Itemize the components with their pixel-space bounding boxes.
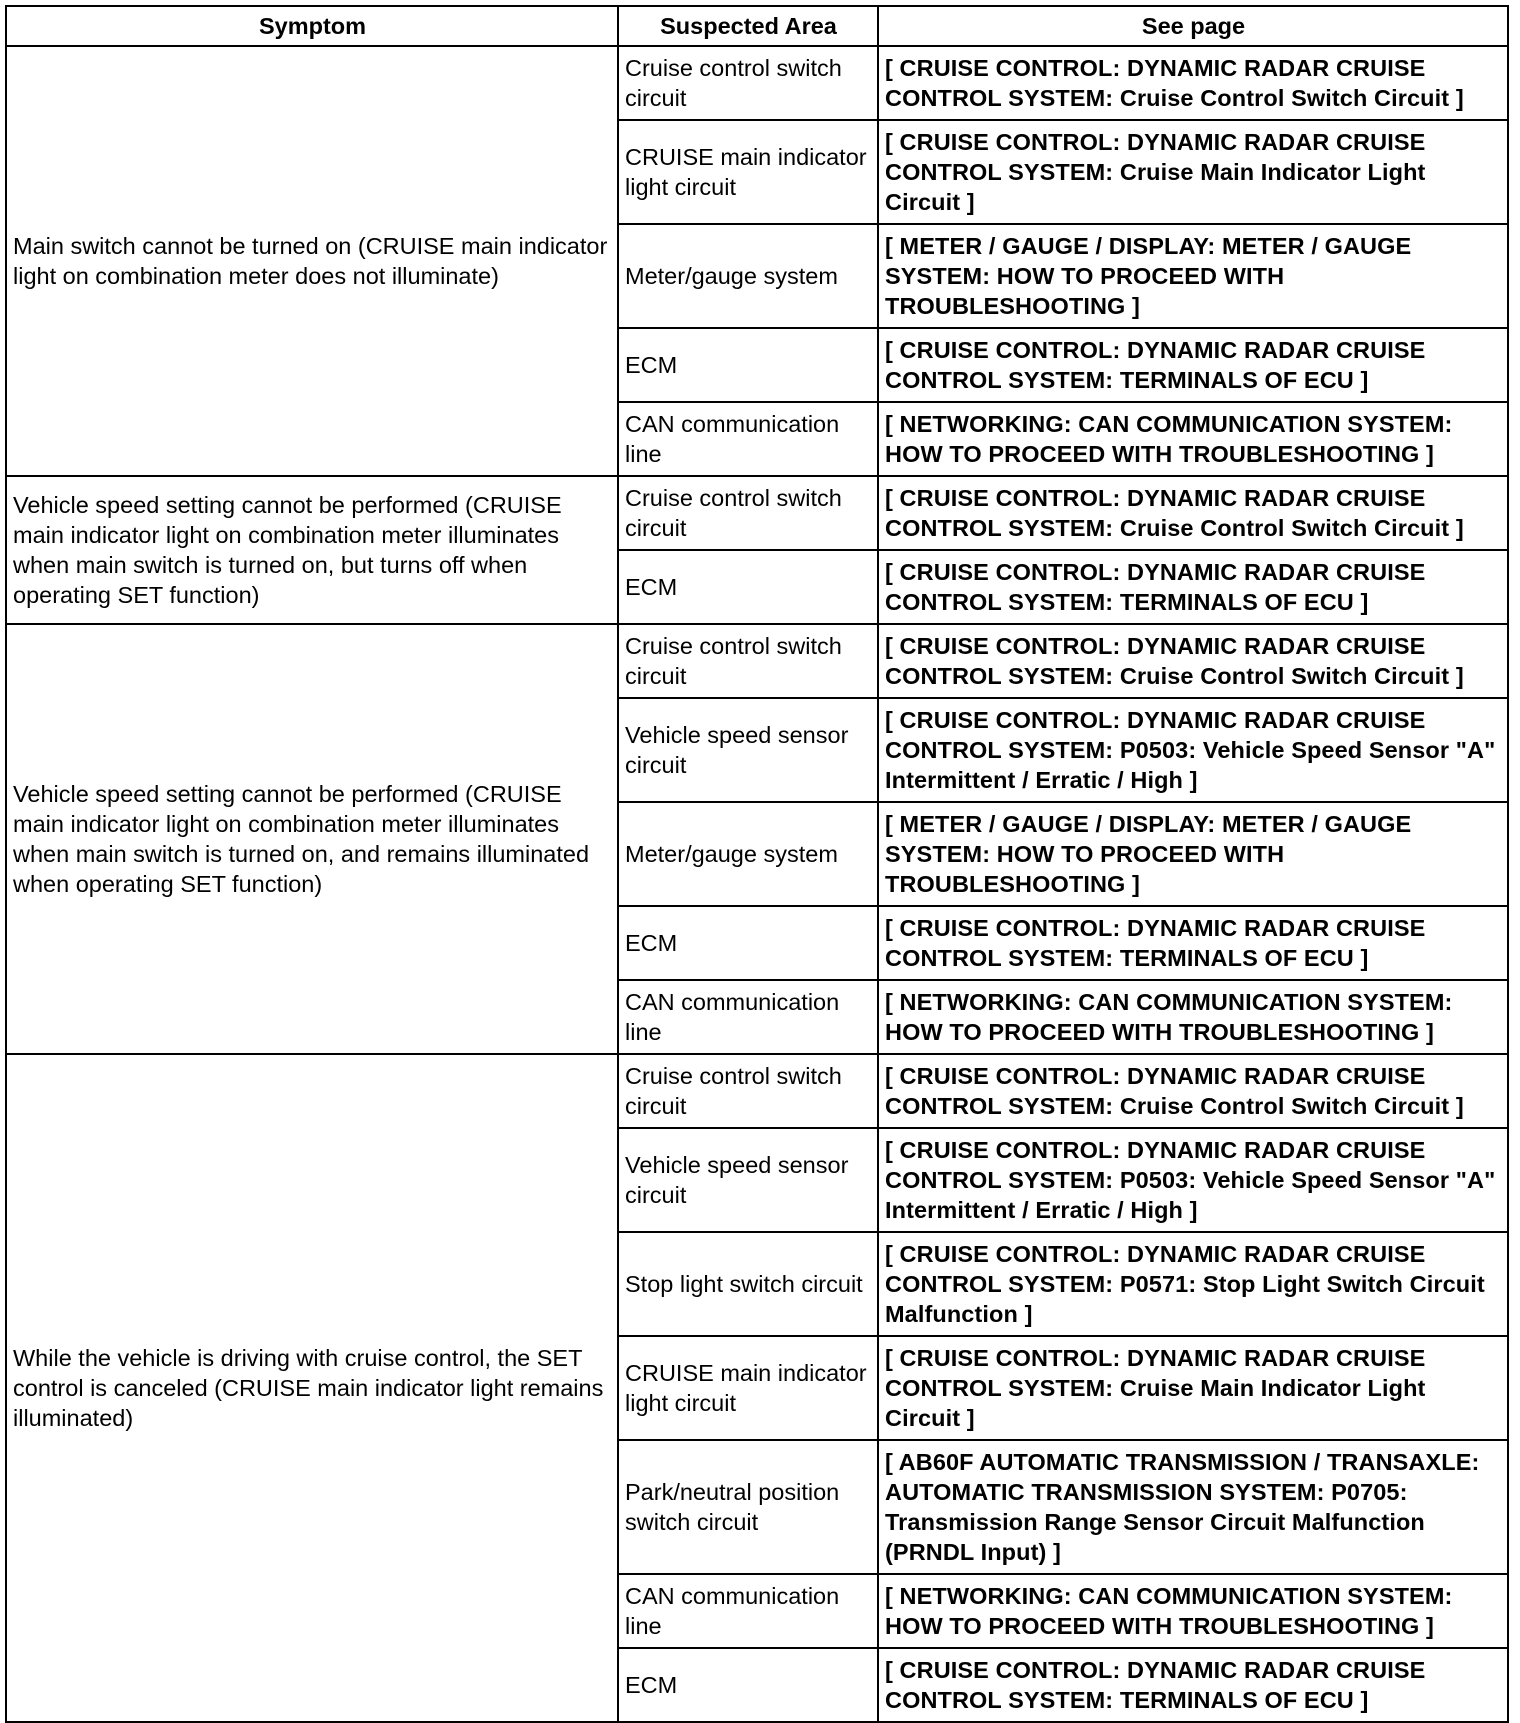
see-page-link[interactable]: [ NETWORKING: CAN COMMUNICATION SYSTEM: HOW TO PROCEED WITH TROUBLESHOOTING ] — [878, 980, 1508, 1054]
table-row — [6, 46, 1508, 120]
suspected-area-cell: Cruise control switch circuit — [618, 476, 878, 550]
suspected-area-cell: CRUISE main indicator light circuit — [618, 1336, 878, 1440]
suspected-area-cell: Meter/gauge system — [618, 224, 878, 328]
suspected-area-cell: CAN communication line — [618, 1574, 878, 1648]
see-page-link[interactable]: [ METER / GAUGE / DISPLAY: METER / GAUGE SYSTEM: HOW TO PROCEED WITH TROUBLESHOOTING ] — [878, 224, 1508, 328]
problem-symptoms-table — [5, 5, 1509, 1723]
see-page-link[interactable]: [ NETWORKING: CAN COMMUNICATION SYSTEM: HOW TO PROCEED WITH TROUBLESHOOTING ] — [878, 1574, 1508, 1648]
suspected-area-cell: Cruise control switch circuit — [618, 624, 878, 698]
suspected-area-cell: ECM — [618, 1648, 878, 1722]
see-page-link[interactable]: [ CRUISE CONTROL: DYNAMIC RADAR CRUISE CONTROL SYSTEM: TERMINALS OF ECU ] — [878, 906, 1508, 980]
symptom-cell: Main switch cannot be turned on (CRUISE main indicator light on combination meter does not illuminate) — [6, 46, 618, 476]
suspected-area-cell: Vehicle speed sensor circuit — [618, 698, 878, 802]
suspected-area-cell: ECM — [618, 906, 878, 980]
suspected-area-cell: ECM — [618, 550, 878, 624]
see-page-link[interactable]: [ CRUISE CONTROL: DYNAMIC RADAR CRUISE CONTROL SYSTEM: Cruise Control Switch Circuit ] — [878, 624, 1508, 698]
see-page-link[interactable]: [ CRUISE CONTROL: DYNAMIC RADAR CRUISE CONTROL SYSTEM: P0503: Vehicle Speed Sensor "A" Intermittent / Erratic / High ] — [878, 698, 1508, 802]
header-see-page: See page — [878, 6, 1508, 46]
table-header-row — [6, 6, 1508, 46]
suspected-area-cell: Vehicle speed sensor circuit — [618, 1128, 878, 1232]
header-suspected-area: Suspected Area — [618, 6, 878, 46]
see-page-link[interactable]: [ CRUISE CONTROL: DYNAMIC RADAR CRUISE CONTROL SYSTEM: Cruise Control Switch Circuit ] — [878, 476, 1508, 550]
symptom-cell: While the vehicle is driving with cruise control, the SET control is canceled (CRUISE main indicator light remains illuminated) — [6, 1054, 618, 1722]
suspected-area-cell: CAN communication line — [618, 402, 878, 476]
see-page-link[interactable]: [ CRUISE CONTROL: DYNAMIC RADAR CRUISE CONTROL SYSTEM: Cruise Main Indicator Light Circuit ] — [878, 120, 1508, 224]
suspected-area-cell: Cruise control switch circuit — [618, 46, 878, 120]
suspected-area-cell: Meter/gauge system — [618, 802, 878, 906]
see-page-link[interactable]: [ CRUISE CONTROL: DYNAMIC RADAR CRUISE CONTROL SYSTEM: TERMINALS OF ECU ] — [878, 550, 1508, 624]
see-page-link[interactable]: [ CRUISE CONTROL: DYNAMIC RADAR CRUISE CONTROL SYSTEM: P0503: Vehicle Speed Sensor "A" Intermittent / Erratic / High ] — [878, 1128, 1508, 1232]
suspected-area-cell: Cruise control switch circuit — [618, 1054, 878, 1128]
see-page-link[interactable]: [ CRUISE CONTROL: DYNAMIC RADAR CRUISE CONTROL SYSTEM: Cruise Control Switch Circuit ] — [878, 46, 1508, 120]
table-row — [6, 624, 1508, 698]
table-row — [6, 1054, 1508, 1128]
see-page-link[interactable]: [ CRUISE CONTROL: DYNAMIC RADAR CRUISE CONTROL SYSTEM: P0571: Stop Light Switch Circuit Malfunction ] — [878, 1232, 1508, 1336]
see-page-link[interactable]: [ CRUISE CONTROL: DYNAMIC RADAR CRUISE CONTROL SYSTEM: Cruise Main Indicator Light Circuit ] — [878, 1336, 1508, 1440]
table-row — [6, 476, 1508, 550]
see-page-link[interactable]: [ METER / GAUGE / DISPLAY: METER / GAUGE SYSTEM: HOW TO PROCEED WITH TROUBLESHOOTING ] — [878, 802, 1508, 906]
see-page-link[interactable]: [ AB60F AUTOMATIC TRANSMISSION / TRANSAXLE: AUTOMATIC TRANSMISSION SYSTEM: P0705: Transmission Range Sensor Circuit Malfunction (PRNDL Input) ] — [878, 1440, 1508, 1574]
suspected-area-cell: Stop light switch circuit — [618, 1232, 878, 1336]
suspected-area-cell: Park/neutral position switch circuit — [618, 1440, 878, 1574]
symptom-cell: Vehicle speed setting cannot be performed (CRUISE main indicator light on combination meter illuminates when main switch is turned on, but turns off when operating SET function) — [6, 476, 618, 624]
see-page-link[interactable]: [ NETWORKING: CAN COMMUNICATION SYSTEM: HOW TO PROCEED WITH TROUBLESHOOTING ] — [878, 402, 1508, 476]
suspected-area-cell: CAN communication line — [618, 980, 878, 1054]
see-page-link[interactable]: [ CRUISE CONTROL: DYNAMIC RADAR CRUISE CONTROL SYSTEM: Cruise Control Switch Circuit ] — [878, 1054, 1508, 1128]
suspected-area-cell: CRUISE main indicator light circuit — [618, 120, 878, 224]
symptom-cell: Vehicle speed setting cannot be performed (CRUISE main indicator light on combination meter illuminates when main switch is turned on, and remains illuminated when operating SET function) — [6, 624, 618, 1054]
suspected-area-cell: ECM — [618, 328, 878, 402]
header-symptom: Symptom — [6, 6, 618, 46]
see-page-link[interactable]: [ CRUISE CONTROL: DYNAMIC RADAR CRUISE CONTROL SYSTEM: TERMINALS OF ECU ] — [878, 328, 1508, 402]
see-page-link[interactable]: [ CRUISE CONTROL: DYNAMIC RADAR CRUISE CONTROL SYSTEM: TERMINALS OF ECU ] — [878, 1648, 1508, 1722]
